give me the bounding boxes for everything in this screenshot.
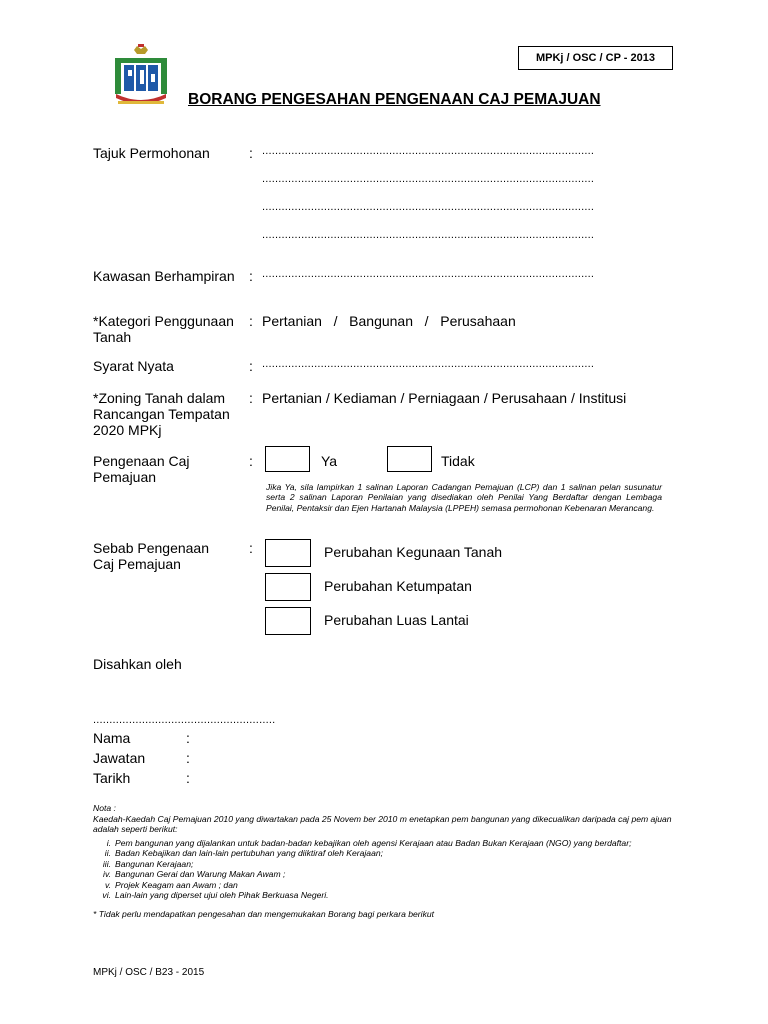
luas-lantai-label: Perubahan Luas Lantai [324,612,469,628]
ya-checkbox[interactable] [265,446,310,472]
label-kawasan-berhampiran: Kawasan Berhampiran [93,268,235,284]
pengenaan-note: Jika Ya, sila lampirkan 1 salinan Laporan Cadangan Pemajuan (LCP) dan 1 salinan pelan susunatur serta 2 salinan Laporan Penilaian yang disediakan oleh Penilai Yang Berdaftar dengan Lembaga Penilai, Pentaksir dan Ejen Hartanah Malaysia (LPPEH) semasa permohonan Kebenaran Merancang. [266,482,662,513]
tajuk-line-2[interactable]: ...................................................................................................... [262,173,595,185]
signature-line[interactable]: ........................................................ [93,714,276,726]
colon: : [186,750,190,766]
crest-icon [110,44,172,108]
nota-list [93,838,676,901]
label-jawatan: Jawatan [93,750,146,766]
luas-lantai-checkbox[interactable] [265,607,311,635]
label-zoning-tanah: *Zoning Tanah dalam Rancangan Tempatan 2020 MPKj [93,390,230,438]
kategori-options[interactable]: Pertanian / Bangunan / Perusahaan [262,313,516,329]
colon: : [249,358,253,374]
colon: : [249,268,253,284]
ya-label: Ya [321,453,338,469]
tajuk-line-1[interactable]: ...................................................................................................... [262,145,595,157]
kegunaan-tanah-label: Perubahan Kegunaan Tanah [324,544,503,560]
colon: : [186,730,190,746]
syarat-line[interactable]: ...................................................................................................... [262,358,595,370]
ketumpatan-checkbox[interactable] [265,573,311,601]
label-kategori-penggunaan-tanah: *Kategori Penggunaan Tanah [93,313,234,345]
form-title: BORANG PENGESAHAN PENGENAAN CAJ PEMAJUAN [188,91,601,108]
tajuk-line-3[interactable]: ...................................................................................................... [262,201,595,213]
list-item: v. Projek Keagam aan Awam ; dan [104,879,238,890]
tidak-label: Tidak [441,453,475,469]
mpkj-logo [110,44,172,108]
footer-code: MPKj / OSC / B23 - 2015 [93,967,205,978]
label-pengenaan-caj: Pengenaan Caj Pemajuan [93,453,190,485]
colon: : [249,540,253,556]
tajuk-line-4[interactable]: ...................................................................................................... [262,229,595,241]
zoning-options[interactable]: Pertanian / Kediaman / Perniagaan / Perusahaan / Institusi [262,390,627,406]
reference-code-box [518,46,673,70]
list-item: iii. Bangunan Kerajaan; [102,858,194,869]
nota-section [93,803,676,919]
disahkan-oleh: Disahkan oleh [93,656,182,672]
label-syarat-nyata: Syarat Nyata [93,358,174,374]
colon: : [249,313,253,329]
kawasan-line[interactable]: ...................................................................................................... [262,268,595,280]
colon: : [249,390,253,406]
label-tarikh: Tarikh [93,770,131,786]
ketumpatan-label: Perubahan Ketumpatan [324,578,472,594]
nota-footnote: * Tidak perlu mendapatkan pengesahan dan mengemukakan Borang bagi perkara berikut [93,908,435,919]
list-item: iv. Bangunan Gerai dan Warung Makan Awam ; [103,869,286,879]
tidak-checkbox[interactable] [387,446,432,472]
list-item: i. Pem bangunan yang dijalankan untuk badan-badan kebajikan oleh agensi Kerajaan atau Badan Bukan Kerajaan (NGO) yang berdaftar; [106,837,632,848]
label-sebab-pengenaan: Sebab Pengenaan Caj Pemajuan [93,540,209,572]
colon: : [249,145,253,161]
label-nama: Nama [93,730,131,746]
colon: : [186,770,190,786]
reference-code: MPKj / OSC / CP - 2013 [535,52,655,64]
label-tajuk-permohonan: Tajuk Permohonan [93,145,210,161]
kegunaan-tanah-checkbox[interactable] [265,539,311,567]
list-item: ii. Badan Kebajikan dan lain-lain pertubuhan yang diiktiraf oleh Kerajaan; [104,848,384,858]
colon: : [249,453,253,469]
nota-intro: Kaedah-Kaedah Caj Pemajuan 2010 yang diwartakan pada 25 Novem ber 2010 m enetapkan pem bangunan yang dikecualikan daripada caj pem ajuan adalah seperti berikut: [93,813,672,834]
nota-heading: Nota : [93,803,116,813]
list-item: vi. Lain-lain yang diperset ujui oleh Pihak Berkuasa Negeri. [102,890,329,900]
